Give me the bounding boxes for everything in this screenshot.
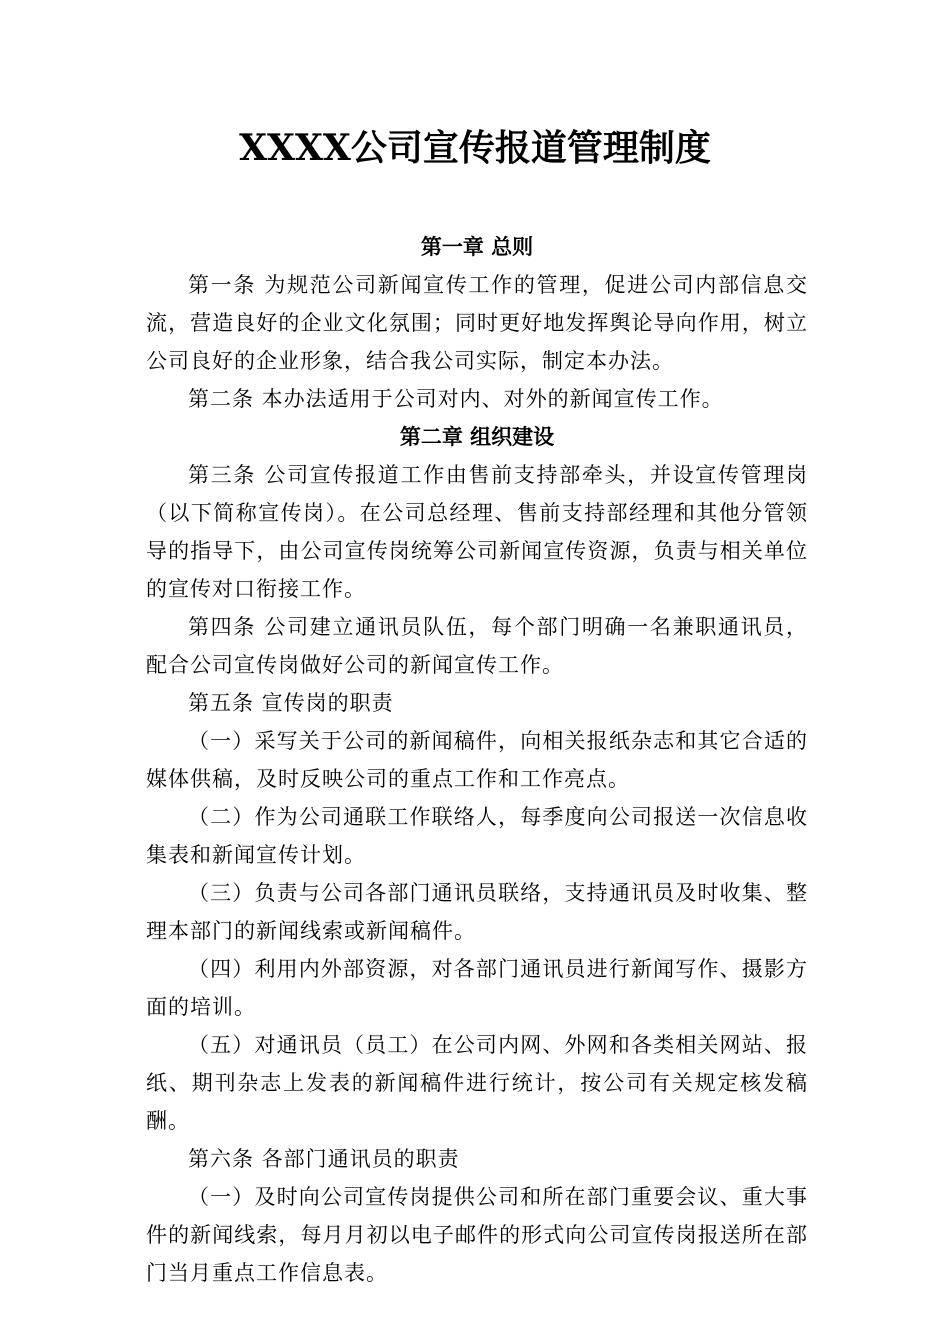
article-5-item-5: （五）对通讯员（员工）在公司内网、外网和各类相关网站、报纸、期刊杂志上发表的新闻稿件进行统计，按公司有关规定核发稿酬。: [146, 1033, 808, 1133]
article-5-item-2: （二）作为公司通联工作联络人，每季度向公司报送一次信息收集表和新闻宣传计划。: [146, 805, 808, 867]
article-6-item-1: （一）及时向公司宣传岗提供公司和所在部门重要会议、重大事件的新闻线索，每月月初以电子邮件的形式向公司宣传岗报送所在部门当月重点工作信息表。: [146, 1185, 808, 1285]
article-5-item-4: （四）利用内外部资源，对各部门通讯员进行新闻写作、摄影方面的培训。: [146, 957, 808, 1019]
document-title: XXXX公司宣传报道管理制度: [239, 127, 711, 169]
article-5-item-1: （一）采写关于公司的新闻稿件，向相关报纸杂志和其它合适的媒体供稿，及时反映公司的重点工作和工作亮点。: [146, 729, 808, 791]
article-3: 第三条 公司宣传报道工作由售前支持部牵头，并设宣传管理岗（以下简称宣传岗）。在公司总经理、售前支持部经理和其他分管领导的指导下，由公司宣传岗统筹公司新闻宣传资源，负责与相关单位的宣传对口衔接工作。: [146, 463, 808, 601]
article-2: 第二条 本办法适用于公司对内、对外的新闻宣传工作。: [188, 387, 724, 411]
article-6: 第六条 各部门通讯员的职责: [188, 1147, 460, 1171]
document-body: [146, 228, 808, 1292]
article-5-item-3: （三）负责与公司各部门通讯员联络，支持通讯员及时收集、整理本部门的新闻线索或新闻稿件。: [146, 881, 808, 943]
chapter-heading-2: 第二章 组织建设: [399, 424, 555, 449]
chapter-heading-1: 第一章 总则: [420, 234, 534, 259]
article-5: 第五条 宣传岗的职责: [188, 691, 394, 715]
article-1: 第一条 为规范公司新闻宣传工作的管理，促进公司内部信息交流，营造良好的企业文化氛围；同时更好地发挥舆论导向作用，树立公司良好的企业形象，结合我公司实际，制定本办法。: [146, 273, 808, 373]
article-4: 第四条 公司建立通讯员队伍，每个部门明确一名兼职通讯员，配合公司宣传岗做好公司的新闻宣传工作。: [146, 615, 808, 677]
